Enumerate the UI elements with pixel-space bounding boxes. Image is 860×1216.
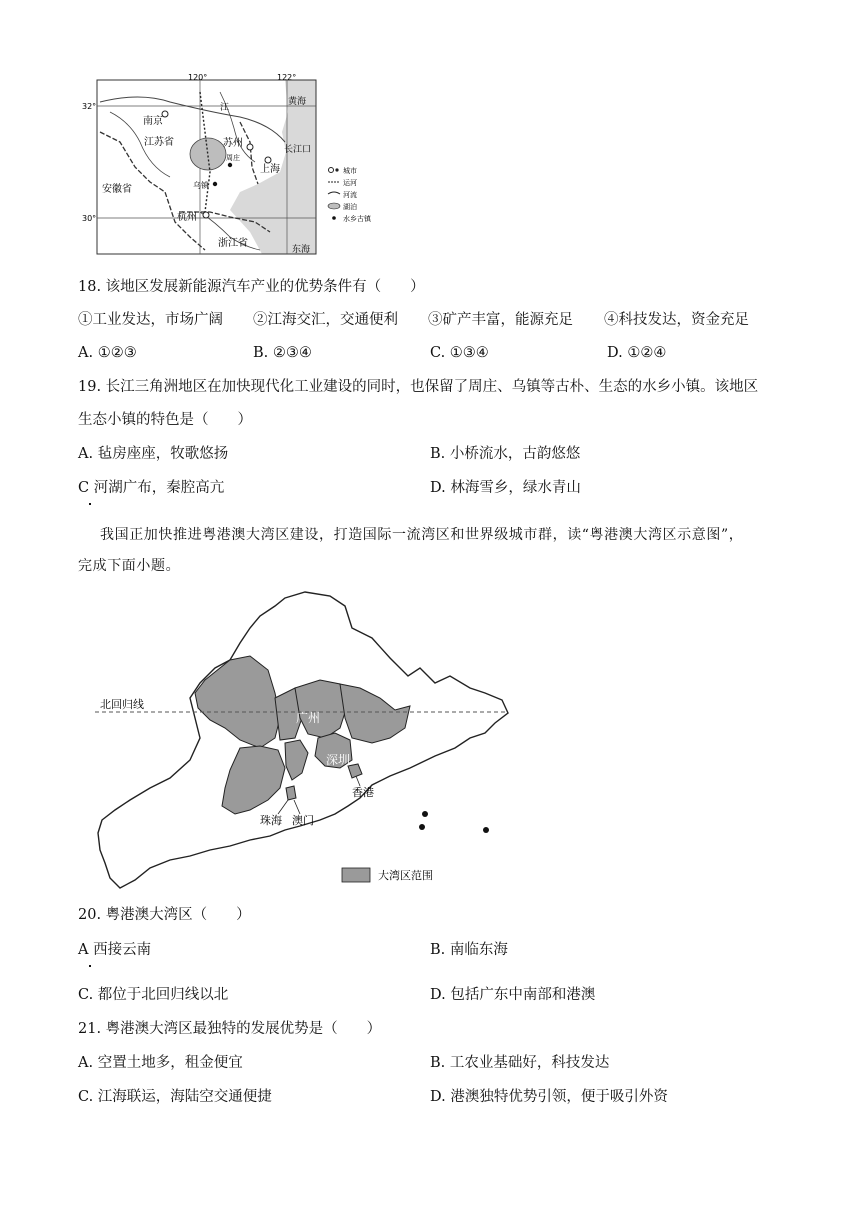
- label-jiang: 江: [220, 103, 230, 113]
- label-shenzhen: 深圳: [326, 753, 351, 767]
- label-hangzhou: 杭州: [177, 212, 197, 223]
- label-tropic-of-cancer: 北回归线: [100, 698, 144, 711]
- legend-river: 河流: [343, 191, 357, 199]
- label-anhui: 安徽省: [102, 184, 132, 195]
- q20-option-a[interactable]: A 西接云南: [78, 942, 152, 958]
- island-dot-3: [483, 827, 489, 833]
- q21-option-b[interactable]: B. 工农业基础好，科技发达: [430, 1055, 610, 1071]
- q20-stem: 20. 粤港澳大湾区（ ）: [78, 907, 251, 923]
- yangtze-delta-map-svg: [80, 72, 400, 257]
- label-huanghai: 黄海: [288, 97, 307, 107]
- label-wuzhen: 乌镇: [193, 181, 209, 190]
- label-jiangsu: 江苏省: [144, 137, 174, 148]
- label-hongkong: 香港: [352, 786, 374, 799]
- legend-bay-area-label: 大湾区范围: [378, 869, 433, 882]
- q18-condition-4: ④科技发达，资金充足: [604, 312, 749, 328]
- q21-stem: 21. 粤港澳大湾区最独特的发展优势是（ ）: [78, 1021, 382, 1037]
- q20-option-b[interactable]: B. 南临东海: [430, 942, 508, 958]
- q18-option-c[interactable]: C. ①③④: [430, 345, 489, 361]
- label-suzhou: 苏州: [223, 138, 243, 149]
- greater-bay-area-map-svg: [90, 588, 520, 890]
- q18-stem: 18. 该地区发展新能源汽车产业的优势条件有（ ）: [78, 279, 425, 295]
- q19-stem-line1: 19. 长江三角洲地区在加快现代化工业建设的同时，也保留了周庄、乌镇等古朴、生态的水乡小镇。该地区: [78, 379, 759, 395]
- label-zhuhai: 珠海: [260, 814, 282, 827]
- label-macau: 澳门: [292, 814, 314, 827]
- q18-condition-3: ③矿产丰富，能源充足: [428, 312, 573, 328]
- label-changjiangkou: 长江口: [284, 145, 312, 155]
- label-zhouzhuang: 周庄: [226, 154, 240, 162]
- q18-condition-2: ②江海交汇，交通便利: [253, 312, 398, 328]
- yangtze-delta-map: [80, 72, 400, 257]
- q18-condition-1: ①工业发达，市场广阔: [78, 312, 223, 328]
- stray-dot: [89, 503, 91, 505]
- label-donghai: 东海: [292, 245, 311, 255]
- lat-label-32: 32°: [82, 102, 97, 111]
- label-shanghai: 上海: [260, 164, 280, 175]
- lon-label-120: 120°: [188, 73, 208, 82]
- q19-option-c[interactable]: C 河湖广布，秦腔高亢: [78, 480, 225, 496]
- q21-option-c[interactable]: C. 江海联运，海陆空交通便捷: [78, 1089, 272, 1105]
- q20-option-d[interactable]: D. 包括广东中南部和港澳: [430, 987, 596, 1003]
- q21-option-a[interactable]: A. 空置土地多，租金便宜: [78, 1055, 243, 1071]
- map1-legend: [328, 166, 372, 223]
- label-guangzhou: 广州: [296, 711, 321, 725]
- q18-option-d[interactable]: D. ①②④: [607, 345, 667, 361]
- label-zhejiang: 浙江省: [218, 238, 248, 249]
- q21-option-d[interactable]: D. 港澳独特优势引领，便于吸引外资: [430, 1089, 668, 1105]
- stray-dot-2: [89, 965, 91, 967]
- label-nanjing: 南京: [143, 116, 163, 127]
- legend-bay-area-swatch: [342, 868, 370, 882]
- intro-line1: 我国正加快推进粤港澳大湾区建设，打造国际一流湾区和世界级城市群，读“粤港澳大湾区示意图”，: [100, 527, 744, 543]
- q19-stem-line2: 生态小镇的特色是（ ）: [78, 412, 252, 428]
- q18-option-a[interactable]: A. ①②③: [78, 345, 137, 361]
- q18-option-b[interactable]: B. ②③④: [253, 345, 312, 361]
- greater-bay-area-map: [90, 588, 520, 890]
- q20-option-c[interactable]: C. 都位于北回归线以北: [78, 987, 229, 1003]
- lat-label-30: 30°: [82, 214, 97, 223]
- legend-city: 城市: [343, 167, 357, 175]
- island-dot-1: [422, 811, 428, 817]
- q19-option-b[interactable]: B. 小桥流水，古韵悠悠: [430, 446, 581, 462]
- intro-line2: 完成下面小题。: [78, 558, 181, 574]
- legend-water-town: 水乡古镇: [343, 215, 371, 223]
- q19-option-d[interactable]: D. 林海雪乡，绿水青山: [430, 480, 581, 496]
- lon-label-122: 122°: [277, 73, 297, 82]
- legend-canal: 运河: [343, 179, 357, 187]
- q19-option-a[interactable]: A. 毡房座座，牧歌悠扬: [78, 446, 229, 462]
- island-dot-2: [419, 824, 425, 830]
- legend-lake: 湖泊: [343, 203, 357, 211]
